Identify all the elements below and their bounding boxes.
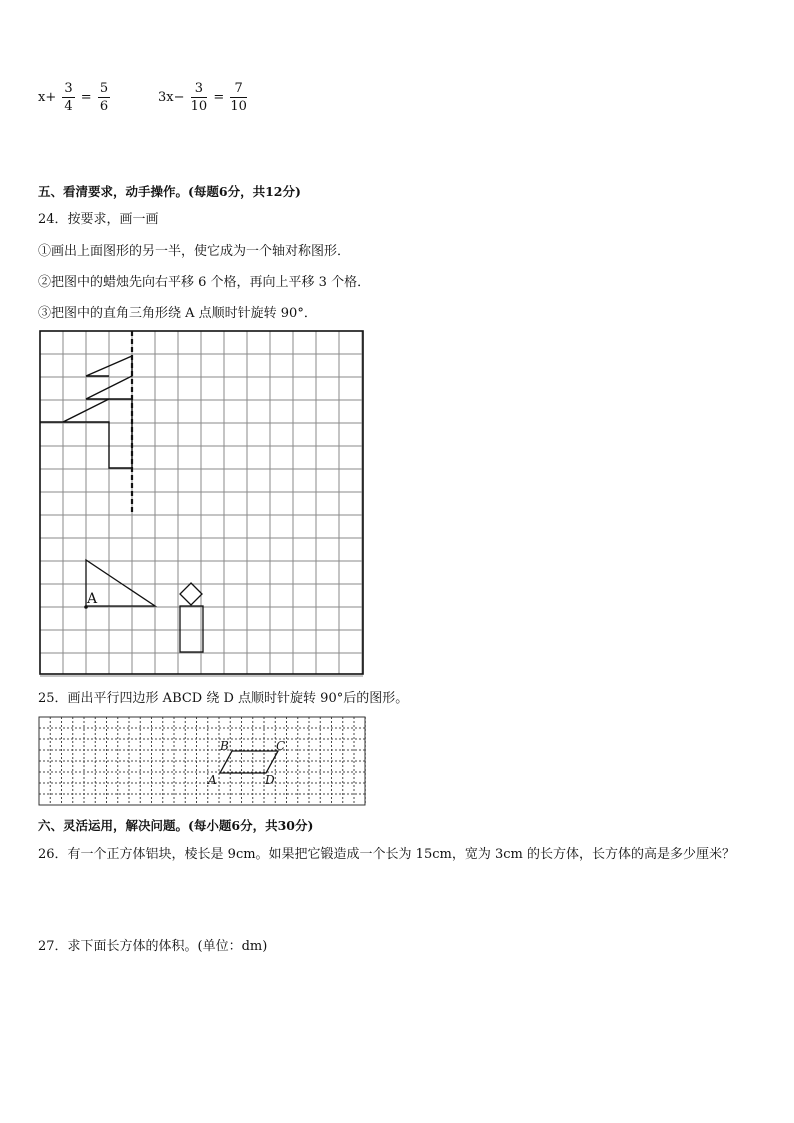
question-24-title: 24．按要求，画一画 bbox=[38, 212, 159, 227]
drawing-grid-1[interactable] bbox=[38, 329, 366, 677]
grid-2-svg bbox=[38, 716, 366, 808]
fraction bbox=[230, 80, 247, 115]
point-a-label: A bbox=[87, 591, 98, 607]
denominator: 6 bbox=[99, 99, 109, 114]
equation-2 bbox=[158, 80, 249, 115]
vertex-a-label: A bbox=[208, 773, 217, 787]
candle-flame bbox=[180, 583, 202, 605]
parallelogram-abcd bbox=[220, 751, 278, 773]
grid-1-svg bbox=[38, 329, 366, 677]
fraction bbox=[98, 80, 110, 115]
vertex-d-label: D bbox=[265, 773, 275, 787]
candle-body bbox=[180, 606, 203, 652]
section-6-heading: 六、灵活运用，解决问题。(每小题6分，共30分) bbox=[38, 818, 314, 833]
denominator: 4 bbox=[64, 99, 73, 114]
question-25-title: 25．画出平行四边形 ABCD 绕 D 点顺时针旋转 90°后的图形。 bbox=[38, 691, 409, 706]
equation-1 bbox=[38, 80, 112, 115]
dotted-grid-lines bbox=[39, 717, 365, 805]
grid-lines bbox=[40, 331, 363, 676]
numerator: 5 bbox=[99, 81, 109, 96]
question-24-item-3: ③把图中的直角三角形绕 A 点顺时针旋转 90°． bbox=[38, 306, 317, 321]
vertex-c-label: C bbox=[276, 739, 286, 753]
numerator: 3 bbox=[64, 81, 73, 96]
fraction bbox=[191, 80, 208, 115]
question-27: 27．求下面长方体的体积。(单位：dm) bbox=[38, 939, 268, 954]
equals-sign: = bbox=[80, 90, 92, 105]
equation-1-prefix: x+ bbox=[38, 90, 57, 105]
numerator: 3 bbox=[191, 80, 208, 98]
numerator: 7 bbox=[230, 80, 247, 98]
equation-2-prefix: 3x− bbox=[158, 90, 185, 105]
denominator: 10 bbox=[190, 99, 208, 114]
denominator: 10 bbox=[230, 99, 247, 114]
question-24-item-1: ①画出上面图形的另一半，使它成为一个轴对称图形． bbox=[38, 244, 351, 259]
vertex-b-label: B bbox=[220, 739, 229, 753]
question-24-item-2: ②把图中的蜡烛先向右平移 6 个格，再向上平移 3 个格． bbox=[38, 275, 371, 290]
section-5-heading: 五、看清要求，动手操作。(每题6分，共12分) bbox=[38, 184, 301, 199]
fraction bbox=[62, 80, 74, 115]
drawing-grid-2[interactable] bbox=[38, 716, 366, 808]
equals-sign: = bbox=[213, 90, 225, 105]
question-26: 26．有一个正方体铝块，棱长是 9cm。如果把它锻造成一个长为 15cm，宽为 3cm 的长方体，长方体的高是多少厘米？ bbox=[38, 847, 735, 862]
